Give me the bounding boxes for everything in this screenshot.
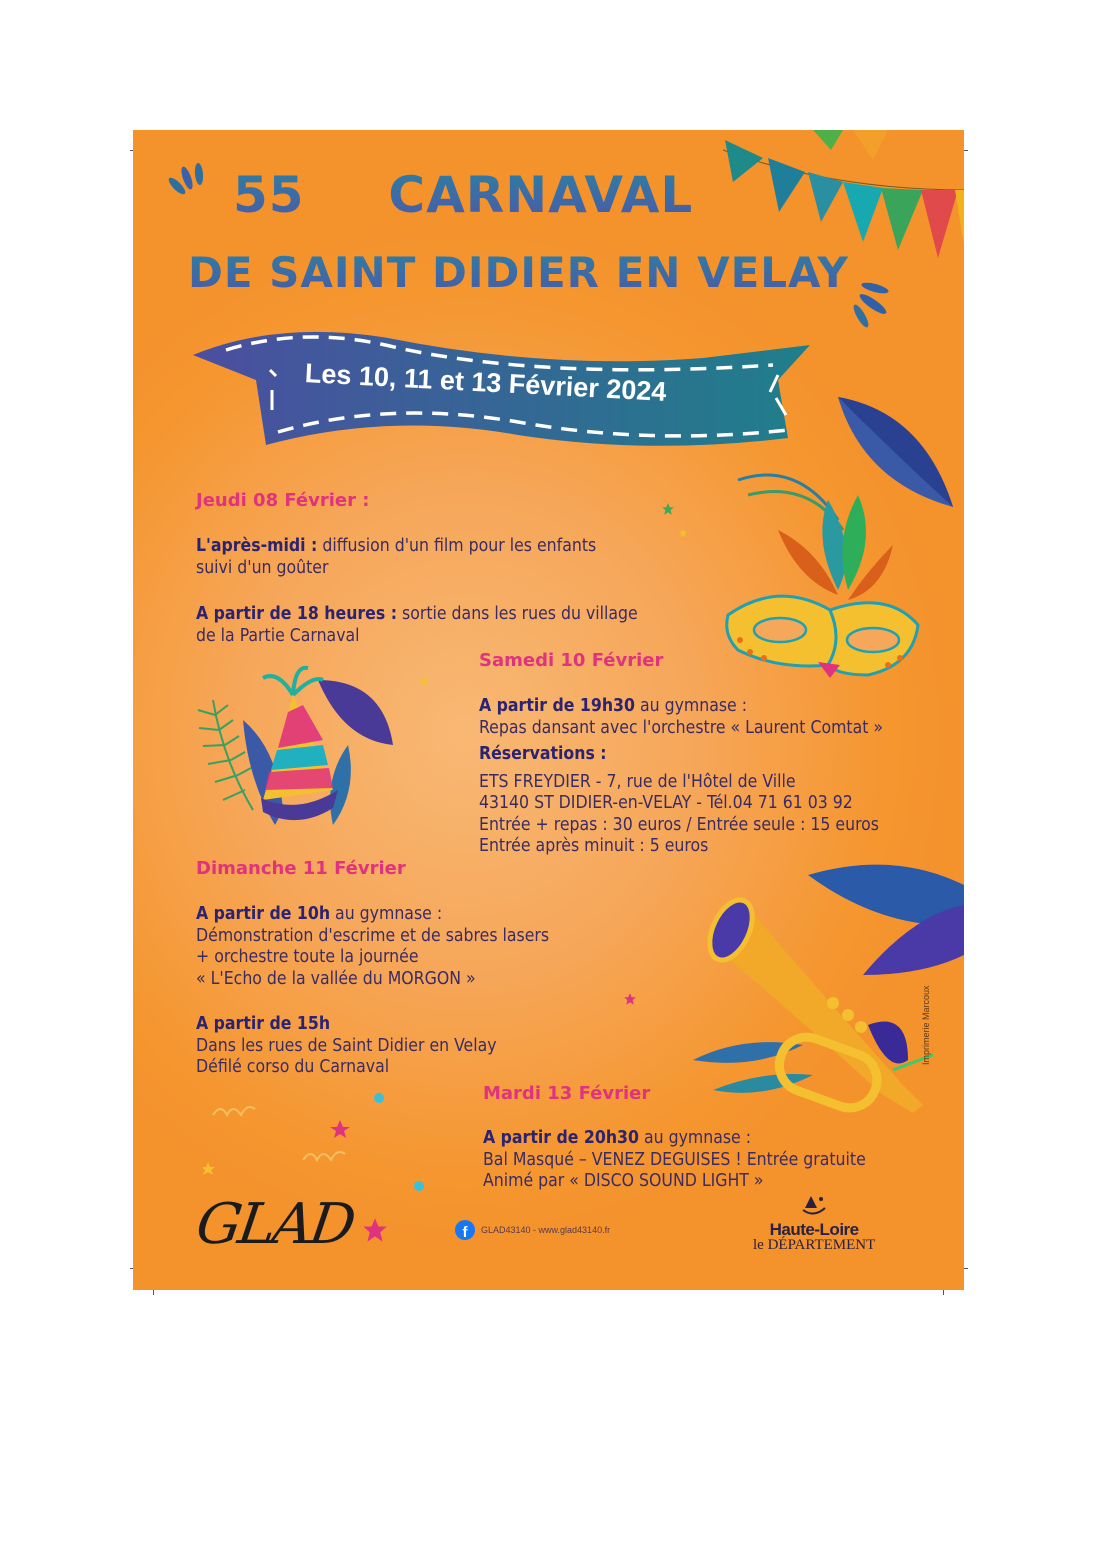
event-time: L'après-midi : bbox=[196, 536, 318, 556]
event-line: Repas dansant avec l'orchestre « Laurent Comtat » bbox=[479, 717, 884, 738]
event-text: au gymnase : bbox=[634, 696, 748, 716]
sponsor-name: Haute-Loire bbox=[769, 1220, 859, 1239]
day-heading-dimanche: Dimanche 11 Février bbox=[196, 858, 406, 879]
reservation-address: ETS FREYDIER - 7, rue de l'Hôtel de Ville bbox=[479, 771, 796, 792]
event-dimanche-morning bbox=[196, 904, 549, 990]
event-text: au gymnase : bbox=[638, 1128, 752, 1148]
star-icon bbox=[418, 675, 430, 687]
event-line: « L'Echo de la vallée du MORGON » bbox=[196, 968, 476, 989]
event-mardi-ball bbox=[483, 1128, 866, 1193]
day-heading-samedi: Samedi 10 Février bbox=[479, 650, 664, 671]
event-line: Animé par « DISCO SOUND LIGHT » bbox=[483, 1171, 764, 1191]
splash-icon bbox=[161, 160, 211, 210]
event-time: A partir de 15h bbox=[196, 1014, 331, 1034]
event-text: au gymnase : bbox=[330, 904, 443, 924]
sponsor-sub: le DÉPARTEMENT bbox=[753, 1237, 876, 1253]
star-icon bbox=[678, 528, 688, 538]
reservation-prices: Entrée + repas : 30 euros / Entrée seule : 15 euros bbox=[479, 814, 880, 835]
event-line: Dans les rues de Saint Didier en Velay bbox=[196, 1035, 497, 1056]
event-line: suivi d'un goûter bbox=[196, 557, 329, 578]
event-line: Bal Masqué – VENEZ DEGUISES ! Entrée gratuite bbox=[483, 1149, 866, 1170]
event-time: A partir de 19h30 bbox=[479, 696, 635, 716]
event-dimanche-afternoon bbox=[196, 1014, 497, 1079]
event-samedi-reservations bbox=[479, 744, 879, 858]
party-hat-icon bbox=[183, 660, 403, 830]
reservations-label: Réservations : bbox=[479, 744, 607, 764]
event-text: sortie dans les rues du village bbox=[397, 604, 638, 624]
day-heading-jeudi: Jeudi 08 Février : bbox=[196, 490, 370, 511]
carnival-mask-icon bbox=[718, 440, 938, 680]
glad-logo: GLAD bbox=[192, 1192, 357, 1257]
event-time: A partir de 10h bbox=[196, 904, 331, 924]
reservation-late-price: Entrée après minuit : 5 euros bbox=[479, 836, 709, 856]
event-line: Démonstration d'escrime et de sabres lasers bbox=[196, 925, 550, 946]
event-samedi-dinner bbox=[479, 696, 883, 739]
star-icon bbox=[623, 992, 637, 1006]
star-icon bbox=[661, 502, 675, 516]
date-ribbon-text: Les 10, 11 et 13 Février 2024 bbox=[304, 358, 668, 407]
splash-icon bbox=[845, 278, 905, 333]
printer-credit: Imprimerie Marcoux bbox=[921, 985, 931, 1065]
social-link[interactable] bbox=[455, 1220, 610, 1240]
carnival-poster bbox=[133, 130, 964, 1290]
haute-loire-emblem-icon bbox=[799, 1194, 829, 1216]
event-jeudi-afternoon bbox=[196, 536, 596, 579]
social-text: GLAD43140 - www.glad43140.fr bbox=[481, 1225, 611, 1235]
title-word: CARNAVAL bbox=[388, 166, 694, 224]
event-text: diffusion d'un film pour les enfants bbox=[317, 536, 597, 556]
title-suffix: eme bbox=[304, 168, 370, 198]
event-time: A partir de 20h30 bbox=[483, 1128, 639, 1148]
star-icon bbox=[361, 1216, 389, 1244]
poster-title-line1 bbox=[233, 166, 693, 224]
event-time: A partir de 18 heures : bbox=[196, 604, 398, 624]
poster-title-line2: DE SAINT DIDIER EN VELAY bbox=[188, 248, 849, 297]
haute-loire-logo bbox=[753, 1194, 875, 1254]
facebook-icon: f bbox=[455, 1220, 475, 1240]
event-line: de la Partie Carnaval bbox=[196, 625, 360, 646]
event-jeudi-evening bbox=[196, 604, 638, 647]
event-line: Défilé corso du Carnaval bbox=[196, 1057, 390, 1077]
title-number: 55 bbox=[233, 166, 305, 224]
reservation-phone: 43140 ST DIDIER-en-VELAY - Tél.04 71 61 03 92 bbox=[479, 793, 853, 813]
day-heading-mardi: Mardi 13 Février bbox=[483, 1083, 651, 1104]
event-line: + orchestre toute la journée bbox=[196, 947, 419, 967]
